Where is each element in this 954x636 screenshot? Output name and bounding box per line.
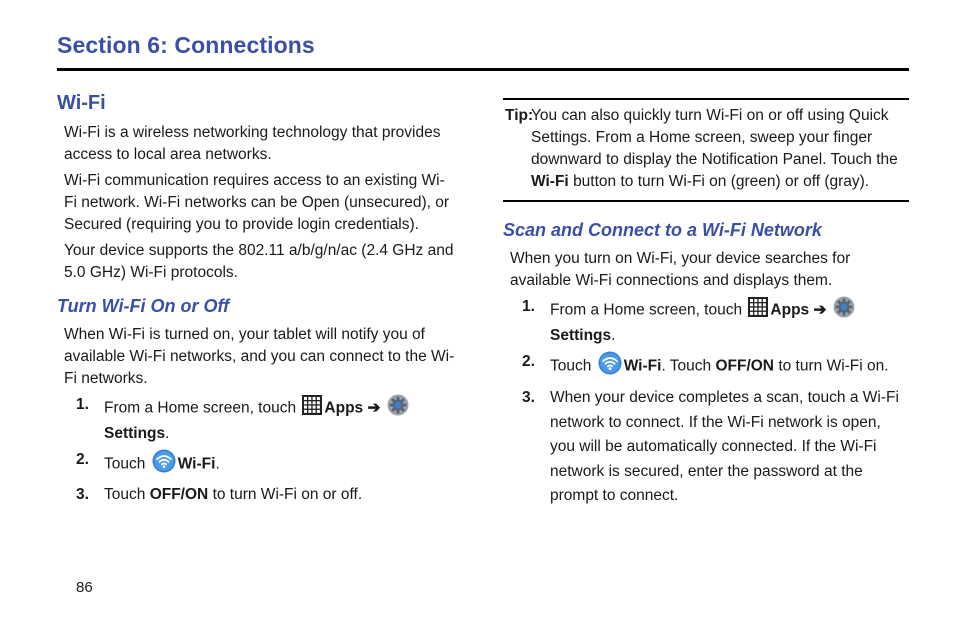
step-text: Touch (104, 455, 146, 473)
settings-label: Settings (550, 327, 612, 344)
tip-text-end: button to turn Wi-Fi on (green) or off (gray). (573, 173, 870, 190)
apps-label: Apps (324, 399, 364, 417)
apps-grid-icon (748, 297, 768, 324)
step-text-end: to turn Wi-Fi on or off. (212, 486, 363, 503)
wifi-icon (598, 351, 622, 382)
title-divider (57, 68, 909, 71)
off-on-label: OFF/ON (715, 357, 775, 375)
tip-text (531, 105, 909, 193)
tip-label: Tip: (505, 107, 534, 124)
page-number: 86 (76, 579, 93, 596)
list-item (503, 351, 909, 382)
wifi-label: Wi-Fi (177, 455, 216, 473)
step-text: From a Home screen, touch (550, 301, 743, 319)
right-column (503, 98, 909, 513)
wifi-heading: Wi-Fi (57, 92, 106, 114)
list-item (57, 394, 457, 445)
wifi-protocols-paragraph: Your device supports the 802.11 a/b/g/n/ac (2.4 GHz and 5.0 GHz) Wi-Fi protocols. (64, 242, 454, 281)
step-text-end: . (611, 327, 616, 344)
step-text: Touch (104, 486, 146, 503)
step-number: 2. (76, 451, 89, 468)
list-item (57, 484, 457, 506)
wifi-intro-paragraph: Wi-Fi is a wireless networking technology that provides access to local area networks. (64, 124, 441, 163)
wifi-label: Wi-Fi (623, 357, 662, 375)
apps-grid-icon (302, 395, 322, 422)
left-column (57, 90, 457, 510)
list-item (503, 296, 909, 347)
wifi-icon (152, 449, 176, 480)
turn-wifi-paragraph: When Wi-Fi is turned on, your tablet will notify you of available Wi-Fi networks, and you can connect to the Wi-Fi networks. (64, 326, 455, 387)
tip-wifi-label: Wi-Fi (531, 173, 569, 190)
settings-label: Settings (104, 425, 166, 442)
apps-label: Apps (770, 301, 810, 319)
scan-connect-paragraph: When you turn on Wi-Fi, your device searches for available Wi-Fi connections and displays them. (510, 250, 851, 289)
scan-connect-steps (503, 296, 909, 509)
step-number: 2. (522, 353, 535, 370)
list-item (57, 449, 457, 480)
step-number: 3. (522, 389, 535, 406)
step-text-end: . (165, 425, 170, 442)
step-number: 1. (76, 396, 89, 413)
tip-box (503, 98, 909, 202)
turn-wifi-heading: Turn Wi-Fi On or Off (57, 296, 230, 316)
off-on-label: OFF/ON (149, 486, 209, 503)
step-text-end: . (215, 455, 220, 473)
wifi-requirements-paragraph: Wi-Fi communication requires access to an existing Wi-Fi network. Wi-Fi networks can be Open (unsecured), or Secured (requiring you to provide login credentials). (64, 172, 450, 233)
step-text-mid: . Touch (661, 357, 712, 375)
section-title: Section 6: Connections (57, 32, 315, 58)
settings-gear-icon (387, 394, 409, 423)
step-text: When your device completes a scan, touch a Wi-Fi network to connect. If the Wi-Fi network is open, you will be automatically connected. If the Wi-Fi network is secured, enter the password at the prompt to connect. (550, 389, 899, 504)
settings-gear-icon (833, 296, 855, 325)
step-text: From a Home screen, touch (104, 399, 297, 417)
turn-wifi-steps (57, 394, 457, 506)
step-text: Touch (550, 357, 592, 375)
list-item (503, 386, 909, 509)
step-number: 3. (76, 486, 89, 503)
arrow-glyph: ➔ (813, 301, 827, 319)
tip-text-start: You can also quickly turn Wi-Fi on or off using Quick Settings. From a Home screen, sweep your finger downward to display the Notification Panel. Touch the (531, 107, 898, 168)
step-number: 1. (522, 298, 535, 315)
arrow-glyph: ➔ (367, 399, 381, 417)
scan-connect-heading: Scan and Connect to a Wi-Fi Network (503, 220, 822, 240)
step-text-end: to turn Wi-Fi on. (778, 357, 889, 375)
